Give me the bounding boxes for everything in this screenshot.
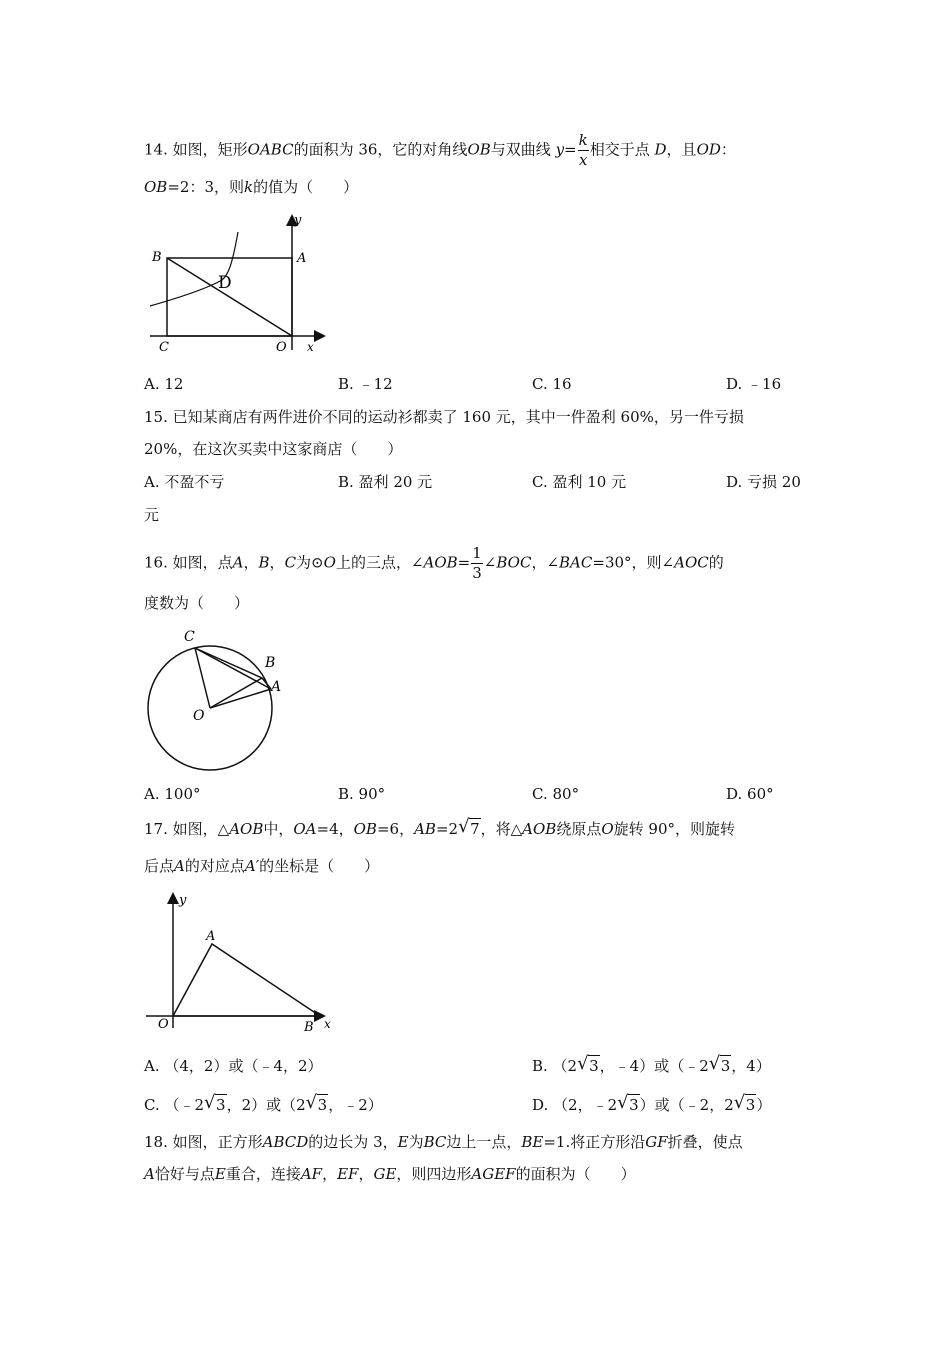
label-a: A [271,679,282,695]
sqrt-3: √ 3 [577,1053,599,1075]
q14-figure [140,210,340,360]
segment-oc [195,648,210,708]
label-x: x [324,1017,331,1031]
label-y: y [179,893,187,908]
sqrt-3: √ 3 [733,1092,756,1114]
segment-ca [195,648,271,689]
q17-line2: 后点A的对应点A′的坐标是（ ） [144,857,380,875]
q16-option-d[interactable]: D. 60° [726,785,774,803]
label-a: A [297,251,307,266]
q15-line2: 20%，在这次买卖中这家商店（ ） [144,440,403,458]
label-b: B [152,250,162,265]
q15-option-d[interactable]: D. 亏损 20 [726,473,801,491]
label-o: O [193,708,205,724]
q18-line1: 18. 如图，正方形ABCD的边长为 3，E为BC边上一点，BE=1.将正方形沿GF折叠，使点 [144,1133,743,1151]
q17-line1: 17. 如图，△AOB中，OA=4，OB=6，AB=2 √ 7，将△AOB绕原点O旋转 90°，则旋转 [144,816,735,838]
q16-figure [140,622,300,777]
triangle-aob [173,944,320,1016]
sqrt-3: √ 3 [617,1092,639,1114]
q17-option-c[interactable]: C. （﹣2 √ 3，2）或（2 √ 3，﹣2） [144,1092,383,1114]
q17-figure [140,888,340,1038]
label-y: y [294,213,302,228]
q17-option-d[interactable]: D. （2，﹣2 √ 3）或（﹣2，2 √ 3） [532,1092,772,1114]
q14-option-a[interactable]: A. 12 [144,375,184,393]
sqrt-3: √ 3 [204,1092,226,1114]
q17-option-a[interactable]: A. （4，2）或（﹣4，2） [144,1057,323,1075]
sqrt-3: √ 3 [708,1053,731,1075]
fraction-one-third: $\frac{1}{3}$ [472,544,482,582]
q16-line2: 度数为（ ） [144,594,250,612]
q14-option-b[interactable]: B. ﹣12 [338,375,393,393]
label-a: A [206,929,216,944]
q14-line2: OB=2：3，则k的值为（ ） [144,178,359,196]
label-b: B [304,1020,314,1035]
q16-line1: 16. 如图，点A，B，C为⊙O上的三点，∠AOB= $\frac{1}{3}$ ∠BOC，∠BAC=30°，则∠AOC的 [144,544,724,582]
q15-line1: 15. 已知某商店有两件进价不同的运动衫都卖了 160 元，其中一件盈利 60%，另一件亏损 [144,408,744,426]
q16-option-a[interactable]: A. 100° [144,785,201,803]
q14-option-d[interactable]: D. ﹣16 [726,375,782,393]
label-c: C [184,629,195,645]
segment-ob [210,678,262,708]
q15-option-a[interactable]: A. 不盈不亏 [144,473,225,491]
q15-option-d-wrap: 元 [144,506,160,524]
q14-option-c[interactable]: C. 16 [532,375,572,393]
sqrt-7: √ 7 [458,816,480,838]
q15-option-c[interactable]: C. 盈利 10 元 [532,473,627,491]
label-o: O [158,1017,169,1032]
label-b: B [265,655,276,671]
fraction-k-over-x: $\frac{k}{x}$ [578,131,588,169]
segment-oa [210,689,271,708]
q16-option-c[interactable]: C. 80° [532,785,580,803]
label-c: C [159,340,169,355]
q18-line2: A恰好与点E重合，连接AF，EF，GE，则四边形AGEF的面积为（ ） [144,1165,636,1183]
q15-option-b[interactable]: B. 盈利 20 元 [338,473,433,491]
label-x: x [307,340,314,354]
q14-line1: 14. 如图，矩形OABC的面积为 36，它的对角线OB与双曲线 y= $\frac{k}{x}$ 相交于点 D，且OD： [144,131,736,169]
label-d: D [218,273,232,293]
sqrt-3: √ 3 [305,1092,328,1114]
label-o: O [276,340,287,355]
q17-option-b[interactable]: B. （2 √ 3，﹣4）或（﹣2 √ 3，4） [532,1053,771,1075]
q16-option-b[interactable]: B. 90° [338,785,386,803]
